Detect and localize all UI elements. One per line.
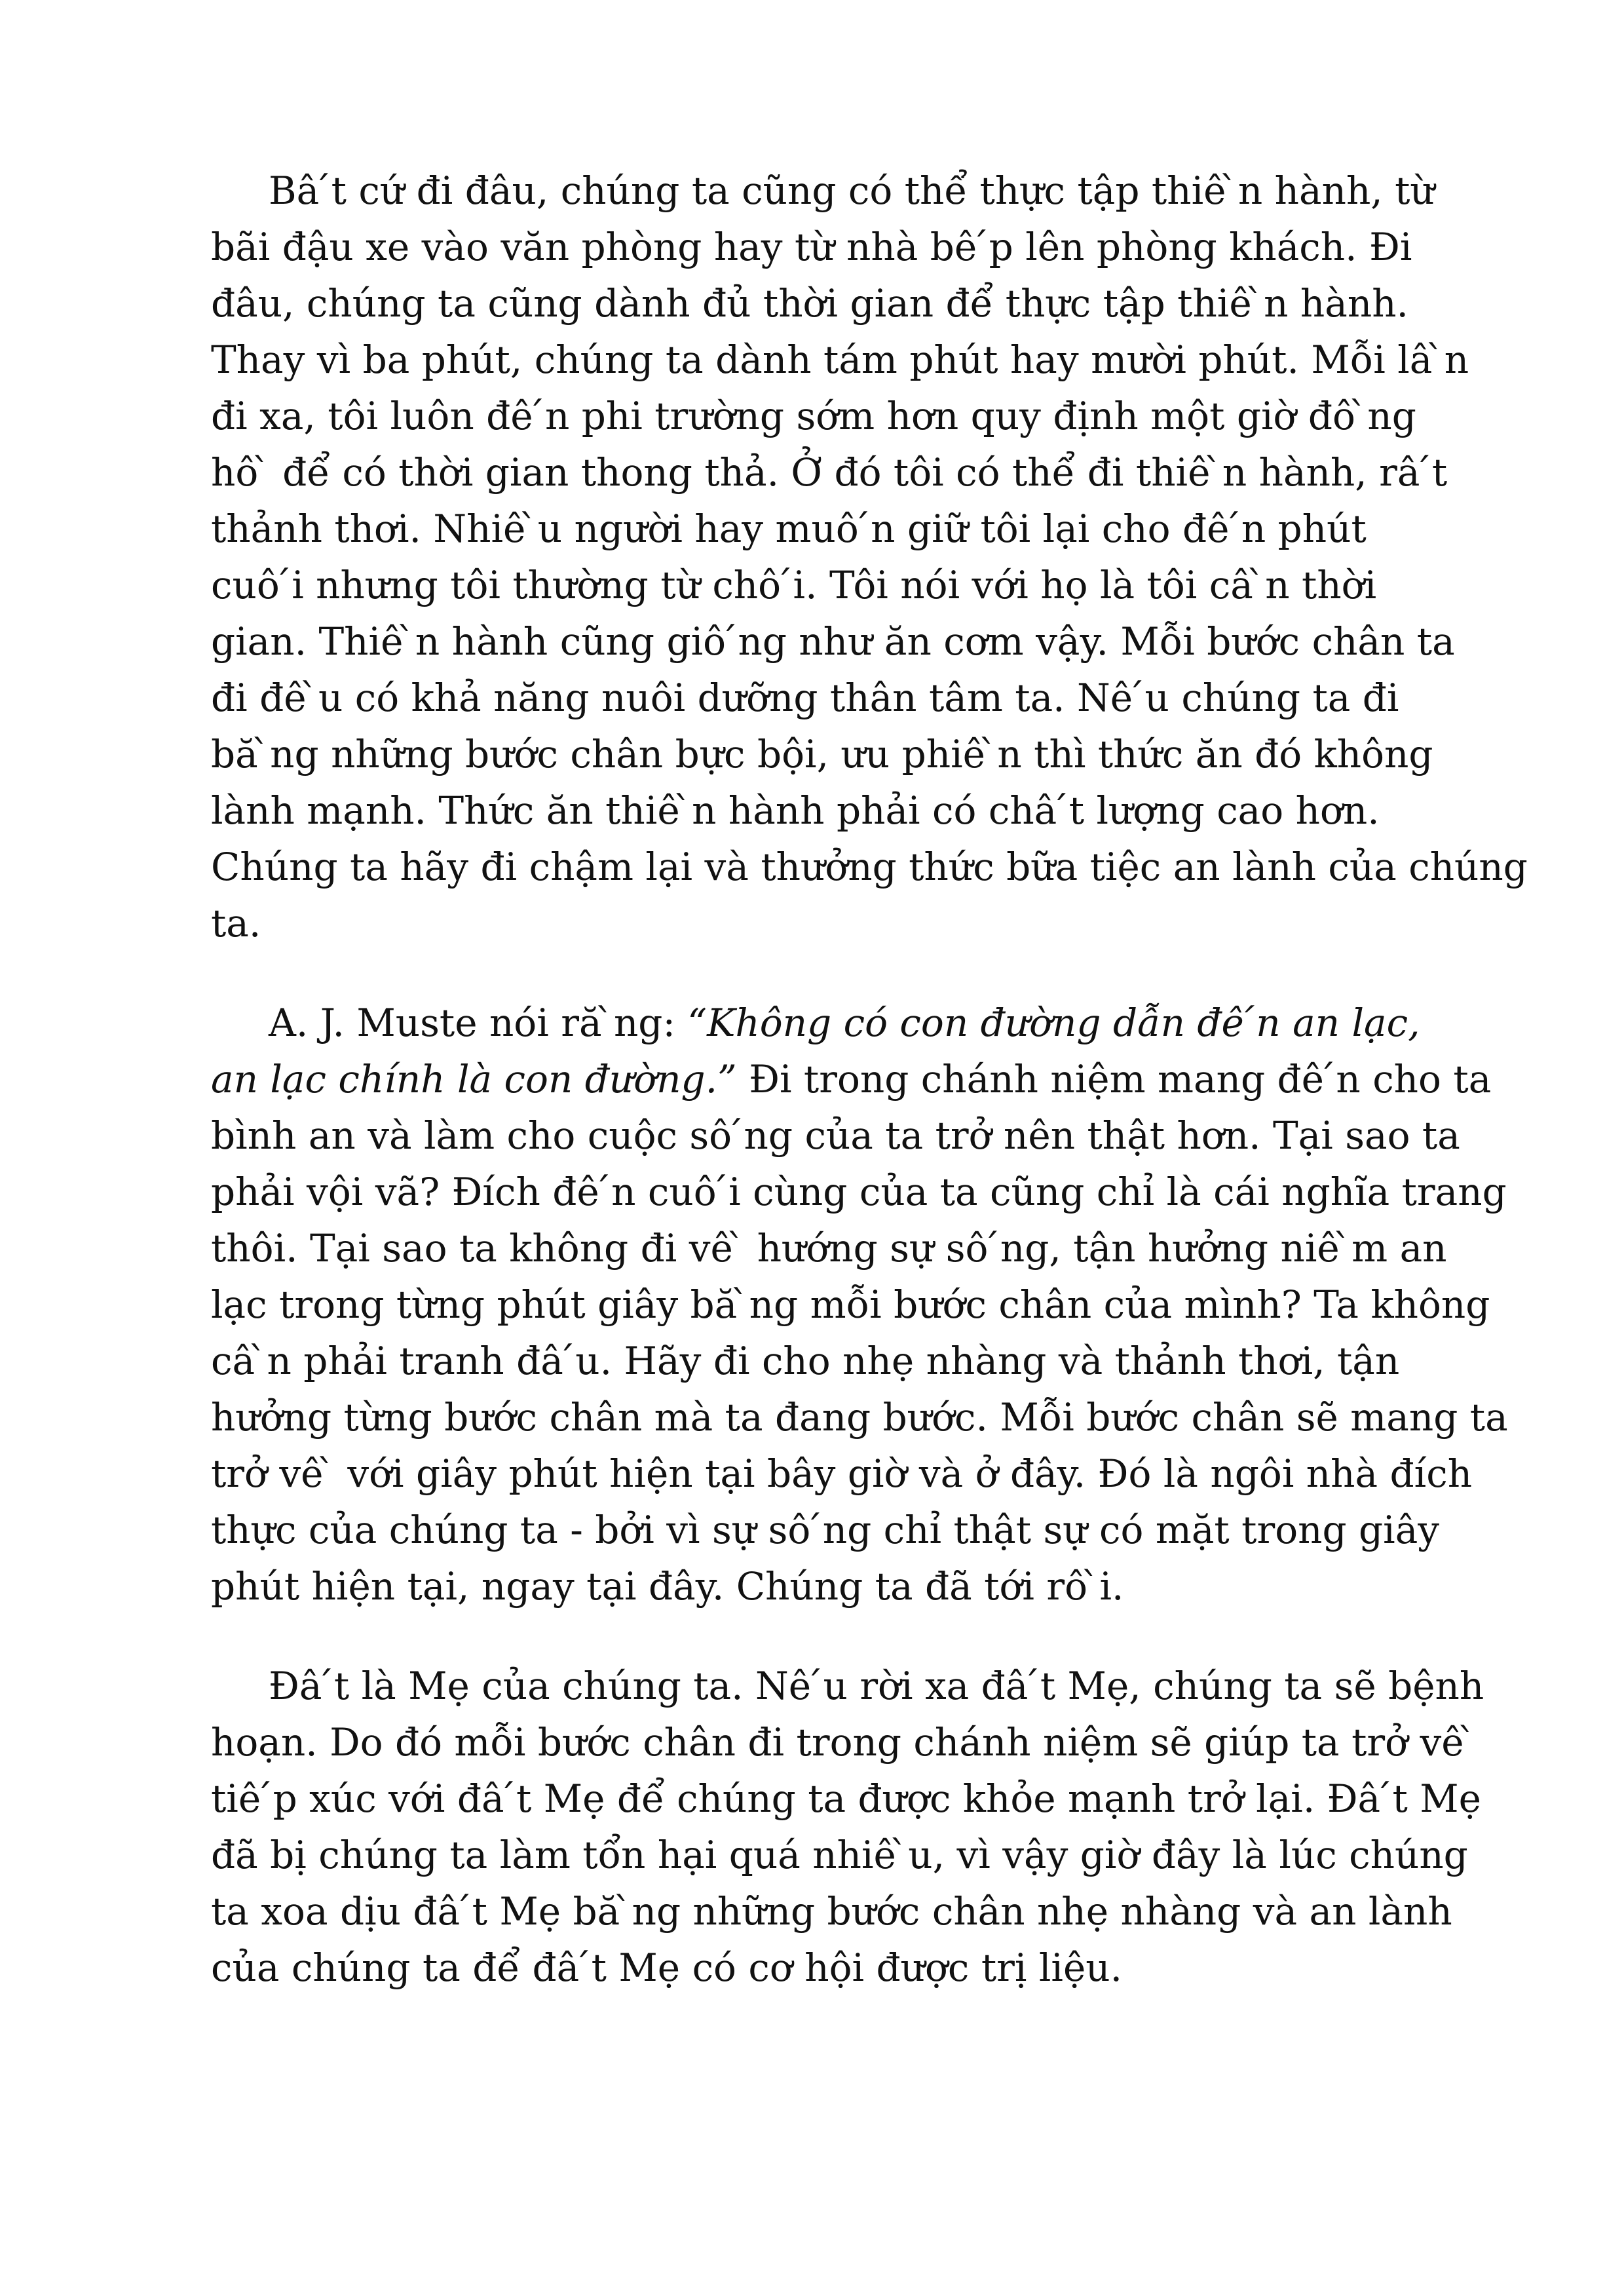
text-line: phải vội vã? Đích đê ́n cuô ́i cùng của ta cũng chỉ là cái nghĩa trang	[211, 1170, 1507, 1214]
text-line: hưởng từng bước chân mà ta đang bước. Mỗi bước chân sẽ mang ta	[211, 1395, 1508, 1440]
text-line: đi đê ̀u có khả năng nuôi dưỡng thân tâm ta. Nê ́u chúng ta đi	[211, 676, 1399, 720]
text-line: tiê ́p xúc với đâ ́t Mẹ để chúng ta được khỏe mạnh trở lại. Đâ ́t Mẹ	[211, 1776, 1482, 1821]
paragraph-muste-quote	[211, 995, 1508, 1615]
text-line: bãi đậu xe vào văn phòng hay từ nhà bê ́p lên phòng khách. Đi	[211, 225, 1412, 269]
text-line: hô ̀ để có thời gian thong thả. Ở đó tôi có thể đi thiê ̀n hành, râ ́t	[211, 450, 1448, 495]
text-line: gian. Thiê ̀n hành cũng giô ́ng như ăn cơm vậy. Mỗi bước chân ta	[211, 619, 1455, 664]
text-line: câ ̀n phải tranh đâ ́u. Hãy đi cho nhẹ nhàng và thảnh thơi, tận	[211, 1339, 1400, 1383]
text-line: lạc trong từng phút giây bă ̀ng mỗi bước chân của mình? Ta không	[211, 1282, 1490, 1327]
quote-text: “Không có con đường dẫn đê ́n an lạc,	[687, 1001, 1420, 1045]
text-line: Bâ ́t cứ đi đâu, chúng ta cũng có thể thực tập thiê ̀n hành, từ	[269, 168, 1435, 213]
text-line: Đâ ́t là Mẹ của chúng ta. Nê ́u rời xa đâ ́t Mẹ, chúng ta sẽ bệnh	[269, 1664, 1484, 1708]
text-line: ta.	[211, 901, 261, 946]
text-run: Đi trong chánh niệm mang đê ́n cho ta	[736, 1057, 1492, 1101]
text-line	[211, 995, 1443, 1051]
text-line: đâu, chúng ta cũng dành đủ thời gian để thực tập thiê ̀n hành.	[211, 281, 1408, 326]
text-line: thực của chúng ta - bởi vì sự sô ́ng chỉ thật sự có mặt trong giây	[211, 1508, 1440, 1552]
text-line: Thay vì ba phút, chúng ta dành tám phút hay mười phút. Mỗi lâ ̀n	[211, 337, 1469, 382]
document-page	[211, 163, 1528, 2039]
text-line: của chúng ta để đâ ́t Mẹ có cơ hội được trị liệu.	[211, 1945, 1123, 1990]
text-line: phút hiện tại, ngay tại đây. Chúng ta đã tới rô ̀i.	[211, 1564, 1124, 1609]
quote-attribution: A. J. Muste nói ră ̀ng:	[269, 1001, 688, 1045]
text-line: đã bị chúng ta làm tổn hại quá nhiê ̀u, vì vậy giờ đây là lúc chúng	[211, 1833, 1468, 1877]
text-line: lành mạnh. Thức ăn thiê ̀n hành phải có châ ́t lượng cao hơn.	[211, 788, 1380, 833]
quote-text: an lạc chính là con đường.”	[211, 1057, 737, 1101]
text-line: đi xa, tôi luôn đê ́n phi trường sớm hơn quy định một giờ đô ̀ng	[211, 394, 1416, 438]
text-line: ta xoa dịu đâ ́t Mẹ bă ̀ng những bước chân nhẹ nhàng và an lành	[211, 1889, 1452, 1934]
text-line: cuô ́i nhưng tôi thường từ chô ́i. Tôi nói với họ là tôi câ ̀n thời	[211, 563, 1377, 607]
text-line: bă ̀ng những bước chân bực bội, ưu phiê ̀n thì thức ăn đó không	[211, 732, 1433, 776]
text-line: bình an và làm cho cuộc sô ́ng của ta trở nên thật hơn. Tại sao ta	[211, 1113, 1460, 1158]
text-line	[211, 1051, 1492, 1107]
paragraph-walking-meditation	[211, 163, 1528, 951]
paragraph-mother-earth	[211, 1658, 1484, 1996]
text-line: thảnh thơi. Nhiê ̀u người hay muô ́n giữ tôi lại cho đê ́n phút	[211, 507, 1367, 551]
text-line: hoạn. Do đó mỗi bước chân đi trong chánh niệm sẽ giúp ta trở vê ̀	[211, 1720, 1476, 1765]
text-line: trở vê ̀ với giây phút hiện tại bây giờ và ở đây. Đó là ngôi nhà đích	[211, 1451, 1473, 1496]
text-line: Chúng ta hãy đi chậm lại và thưởng thức bữa tiệc an lành của chúng	[211, 845, 1528, 889]
text-line: thôi. Tại sao ta không đi vê ̀ hướng sự sô ́ng, tận hưởng niê ̀m an	[211, 1226, 1447, 1271]
